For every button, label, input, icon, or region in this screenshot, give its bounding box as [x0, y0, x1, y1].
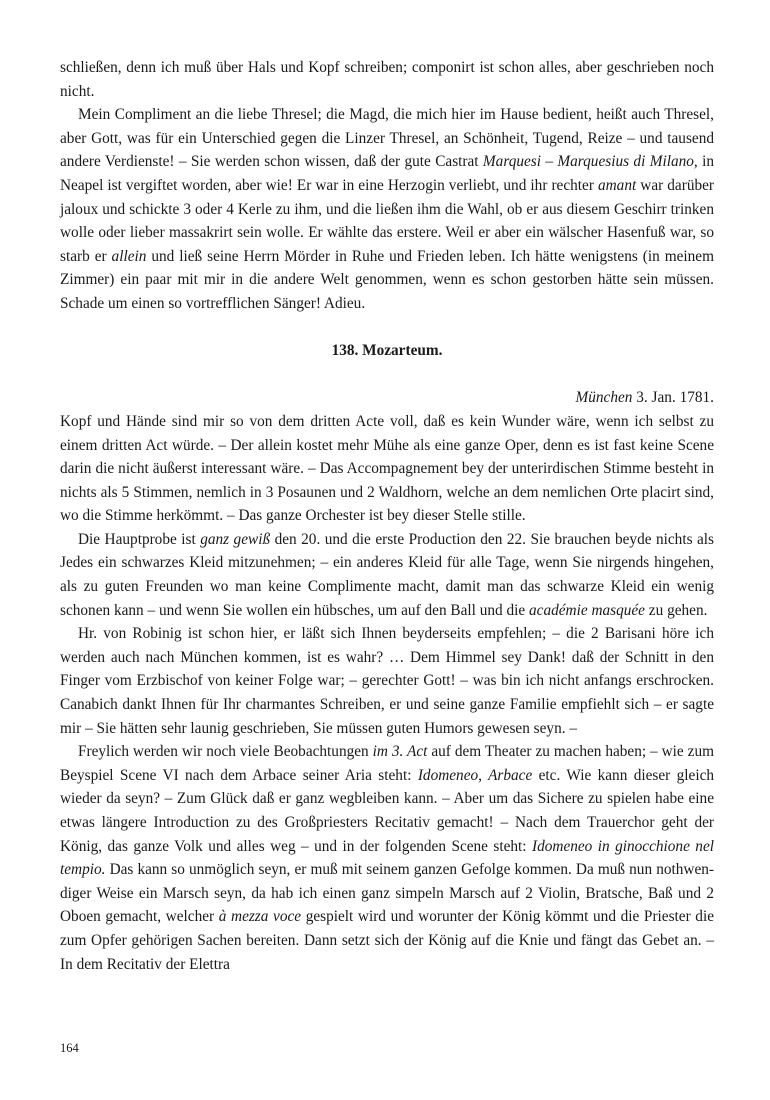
paragraph-robinig: Hr. von Robinig ist schon hier, er läßt sich Ihnen beyderseits empfehlen; – die 2 Barisani höre ich werden auch nach München kommen, ist es wahr? … Dem Himmel sey Dank! daß der Schnitt in den Finger vom Erzbischof von keiner Folge war; – gerechter Gott! – was bin ich nicht anfangs erschrocken. Canabich dankt Ihnen für Ihr charmantes Schreiben, er und seine ganze Familie empfiehlt sich – er sagte mir – Sie hätten sehr launig geschrieben, Sie müssen guten Humors gewesen seyn. –: [60, 625, 714, 737]
page-number: 164: [60, 1041, 79, 1055]
paragraph-hauptprobe: Die Hauptprobe ist ganz gewiß den 20. und die erste Production den 22. Sie brauchen beyde nichts als Jedes ein schwarzes Kleid mitzunehmen; – ein anderes Kleid für alle Tage, wenn Sie nirgends hingehen, als zu guten Freunden wo man keine Complimente macht, damit man das schwarze Kleid ein wenig schonen kann – und wenn Sie wollen ein hübsches, um auf den Ball und die académie masquée zu gehen.: [60, 530, 714, 619]
letter-dateline: München 3. Jan. 1781.: [575, 389, 714, 407]
page-body: [60, 56, 714, 976]
paragraph-beobachtungen: Freylich werden wir noch viele Beobachtungen im 3. Act auf dem Theater zu machen haben; – wie zum Beyspiel Scene VI nach dem Arbace seiner Aria steht: Idomeneo, Arbace etc. Wie kann dieser gleich wieder da seyn? – Zum Glück daß er ganz wegbleiben kann. – Aber um das Sichere zu spielen habe eine etwas längere Introduction zu des Großpriesters Recitativ gemacht! – Nach dem Trauerchor geht der König, das ganze Volk und alles weg – und in der folgenden Scene steht: Idomeneo in ginocchione nel tempio. Das kann so unmöglich seyn, er muß mit seinem ganzen Gefolge kommen. Da muß nun nothwendiger Weise ein Marsch seyn, da hab ich einen ganz simpeln Marsch auf 2 Violin, Bratsche, Baß und 2 Oboen gemacht, welcher à mezza voce gespielt wird und worunter der König kömmt und die Priester die zum Opfer gehörigen Sachen bereiten. Dann setzt sich der König auf die Knie und fängt das Gebet an. – In dem Recitativ der Elettra: [60, 743, 715, 973]
paragraph-third-act: Kopf und Hände sind mir so von dem dritten Acte voll, daß es kein Wunder wäre, wenn ich selbst zu einem dritten Act würde. – Der allein kostet mehr Mühe als eine ganze Oper, denn es ist fast keine Scene darin die nicht äußerst interessant wäre. – Das Accompagnement bey der unterirdischen Stimme besteht in nichts als 5 Stimmen, nemlich in 3 Posaunen und 2 Waldhorn, welche an dem nemlichen Orte placirt sind, wo die Stimme herkömmt. – Das ganze Orchester ist bey dieser Stelle stille.: [60, 412, 714, 525]
paragraph-continuation: schließen, denn ich muß über Hals und Kopf schreiben; componirt ist schon alles, aber geschrieben noch nicht.: [60, 59, 714, 100]
letter-heading: 138. Mozarteum.: [331, 342, 443, 360]
paragraph-compliment: Mein Compliment an die liebe Thresel; die Magd, die mich hier im Hause bedient, heißt auch Thresel, aber Gott, was für ein Unterschied gegen die Linzer Thresel, an Schönheit, Tugend, Reize – und tausend andere Verdienste! – Sie werden schon wissen, daß der gute Castrat Marquesi – Marquesius di Milano, in Neapel ist vergiftet worden, aber wie! Er war in eine Herzogin verliebt, und ihr rechter amant war darüber jaloux und schickte 3 oder 4 Kerle zu ihm, und die ließen ihm die Wahl, ob er aus diesem Geschirr trinken wolle oder lieber massakrirt sein wolle. Er wählte das erstere. Weil er aber ein wälscher Hasenfuß war, so starb er allein und ließ seine Herrn Mörder in Ruhe und Frieden leben. Ich hätte wenigstens (in meinem Zimmer) ein paar mit mir in die andere Welt genommen, wenn es schon gestorben hätte sein müssen. Schade um einen so vortrefflichen Sänger! Adieu.: [60, 106, 714, 312]
